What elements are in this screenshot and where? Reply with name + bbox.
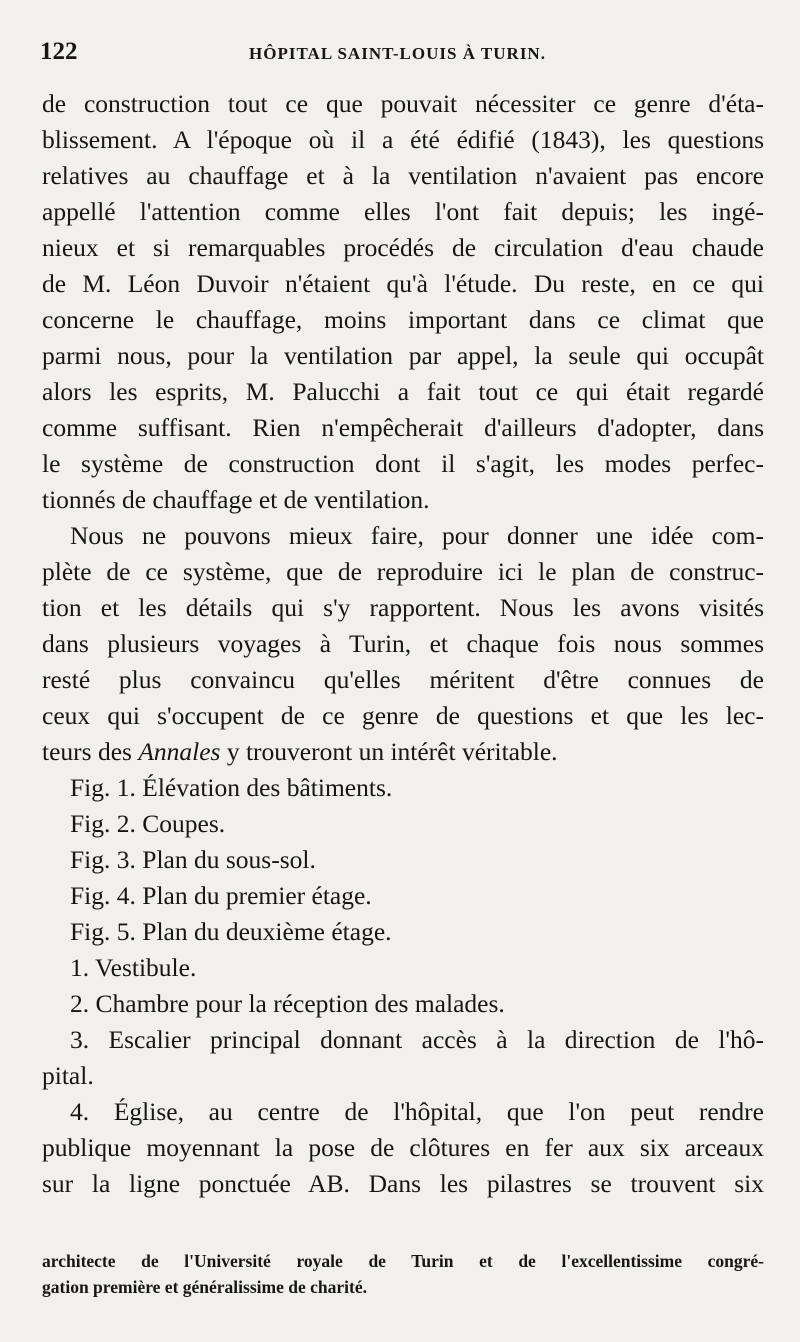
figure-list-item: Fig. 2. Coupes. bbox=[70, 809, 226, 838]
figure-list-item: Fig. 1. Élévation des bâtiments. bbox=[70, 773, 393, 802]
text-line: alors les esprits, M. Palucchi a fait tout ce qui était regardé bbox=[42, 377, 764, 406]
text-line: tion et les détails qui s'y rapportent. Nous les avons visités bbox=[42, 593, 764, 622]
text-line: publique moyennant la pose de clôtures en fer aux six arceaux bbox=[42, 1133, 764, 1162]
text-line: comme suffisant. Rien n'empêcherait d'ailleurs d'adopter, dans bbox=[42, 413, 764, 442]
text-line: plète de ce système, que de reproduire ici le plan de construc- bbox=[42, 557, 764, 586]
figure-list-item: Fig. 5. Plan du deuxième étage. bbox=[70, 917, 392, 946]
journal-title: Annales bbox=[138, 737, 221, 766]
text-line: appellé l'attention comme elles l'ont fait depuis; les ingé- bbox=[42, 197, 764, 226]
footnote bbox=[42, 1248, 764, 1300]
legend-list-item: 4. Église, au centre de l'hôpital, que l'on peut rendre bbox=[70, 1097, 764, 1126]
legend-list-item: 1. Vestibule. bbox=[70, 953, 197, 982]
text-line: ceux qui s'occupent de ce genre de questions et que les lec- bbox=[42, 701, 764, 730]
text-line: de construction tout ce que pouvait nécessiter ce genre d'éta- bbox=[42, 89, 764, 118]
text-line: tionnés de chauffage et de ventilation. bbox=[42, 485, 430, 514]
footnote-line: architecte de l'Université royale de Turin et de l'excellentissime congré- bbox=[42, 1251, 764, 1271]
text-line: teurs des Annales y trouveront un intérêt véritable. bbox=[42, 737, 558, 766]
text-line: concerne le chauffage, moins important dans ce climat que bbox=[42, 305, 764, 334]
text-line: sur la ligne ponctuée AB. Dans les pilastres se trouvent six bbox=[42, 1169, 764, 1198]
page-header bbox=[40, 38, 755, 68]
text-line: Nous ne pouvons mieux faire, pour donner une idée com- bbox=[70, 521, 764, 550]
legend-list-item: 3. Escalier principal donnant accès à la direction de l'hô- bbox=[70, 1025, 764, 1054]
text-line: blissement. A l'époque où il a été édifié (1843), les questions bbox=[42, 125, 764, 154]
running-head: HÔPITAL SAINT-LOUIS À TURIN. bbox=[249, 44, 546, 63]
footnote-line: gation première et généralissime de charité. bbox=[42, 1277, 367, 1297]
text-line: pital. bbox=[42, 1061, 94, 1090]
text-line: le système de construction dont il s'agit, les modes perfec- bbox=[42, 449, 764, 478]
text-line: parmi nous, pour la ventilation par appel, la seule qui occupât bbox=[42, 341, 764, 370]
legend-list-item: 2. Chambre pour la réception des malades. bbox=[70, 989, 505, 1018]
page-number: 122 bbox=[40, 38, 78, 65]
text-line: relatives au chauffage et à la ventilation n'avaient pas encore bbox=[42, 161, 764, 190]
text-line: de M. Léon Duvoir n'étaient qu'à l'étude. Du reste, en ce qui bbox=[42, 269, 764, 298]
text-line: nieux et si remarquables procédés de circulation d'eau chaude bbox=[42, 233, 764, 262]
figure-list-item: Fig. 4. Plan du premier étage. bbox=[70, 881, 372, 910]
text-line: resté plus convaincu qu'elles méritent d'être connues de bbox=[42, 665, 764, 694]
figure-list-item: Fig. 3. Plan du sous-sol. bbox=[70, 845, 316, 874]
text-line: dans plusieurs voyages à Turin, et chaque fois nous sommes bbox=[42, 629, 764, 658]
body-text bbox=[42, 86, 764, 1202]
